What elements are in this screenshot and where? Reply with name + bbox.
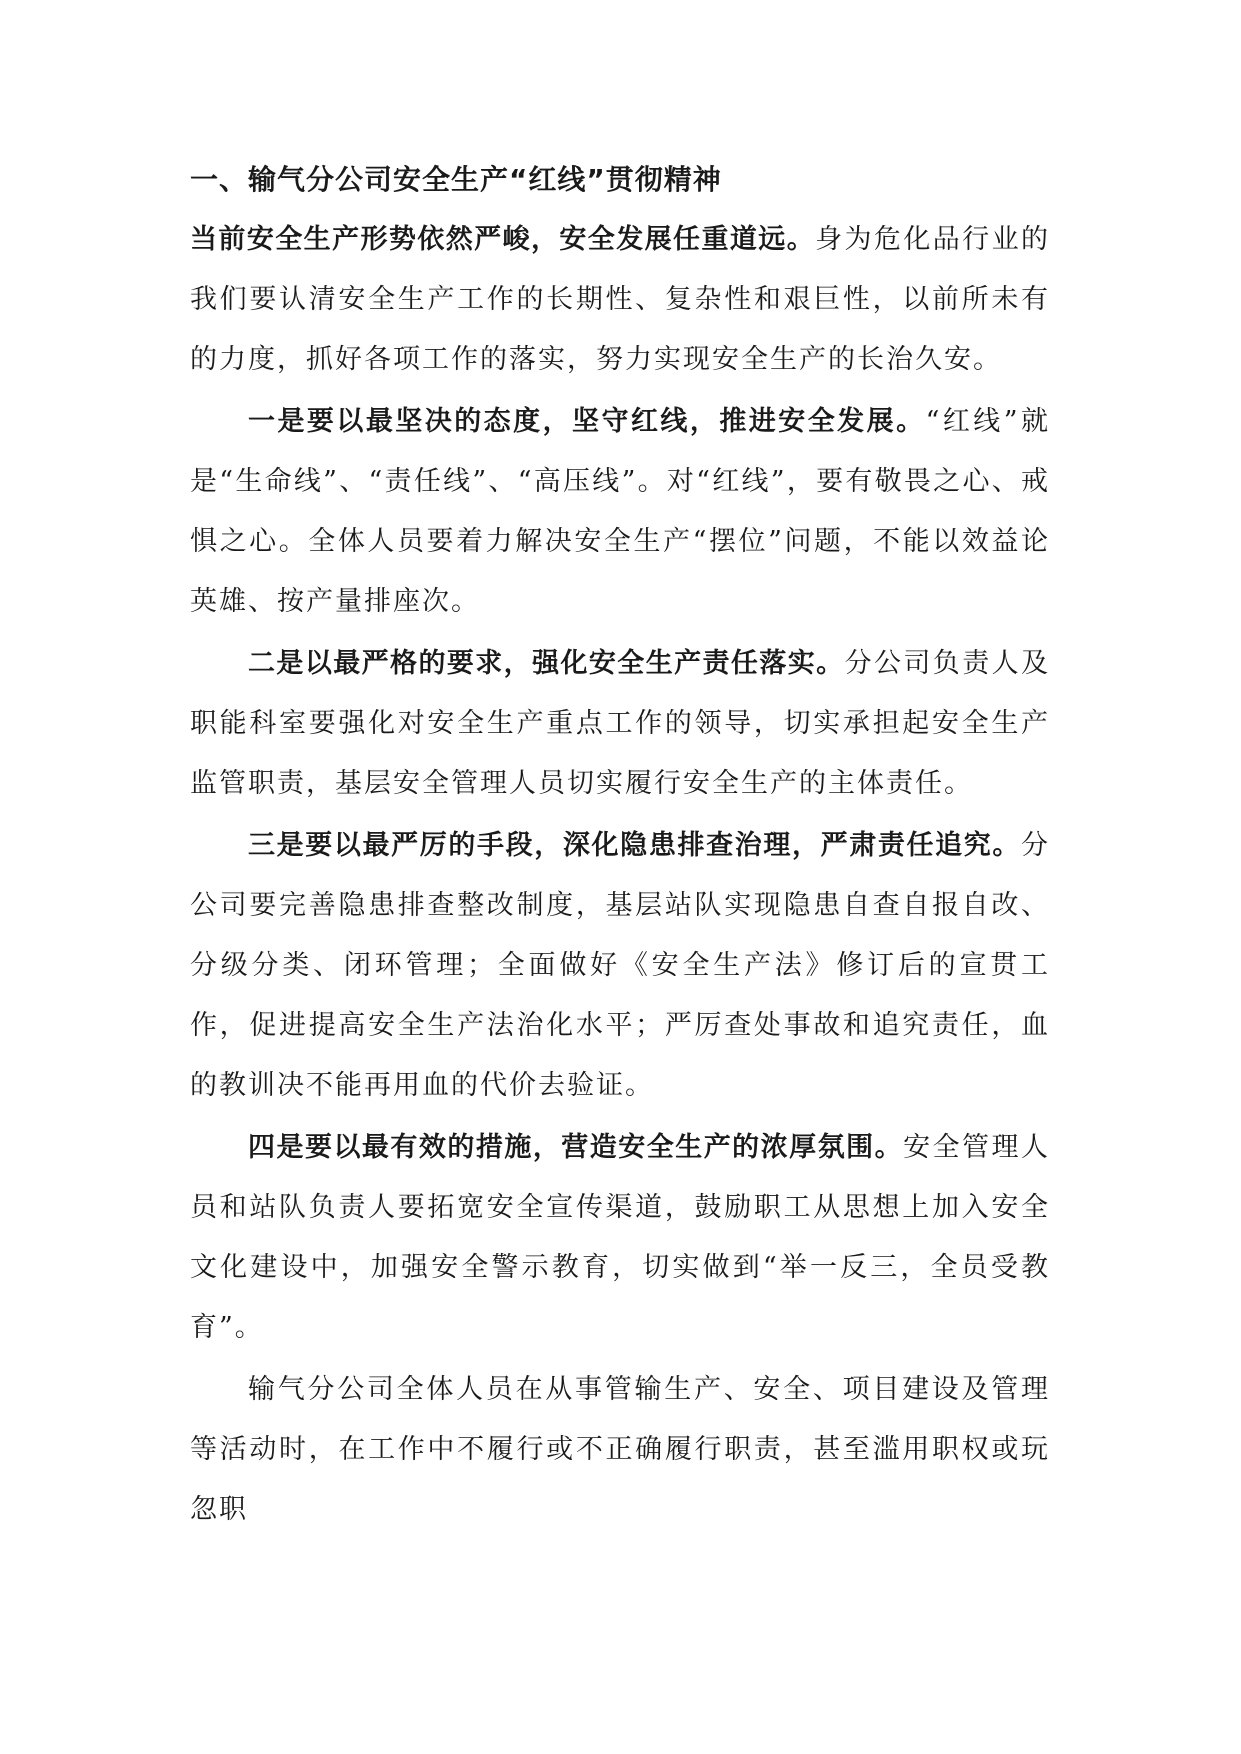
paragraph-closing bbox=[190, 1360, 1050, 1540]
paragraph-body: 身为危化品行业的我们要认清安全生产工作的长期性、复杂性和艰巨性，以前所未有的力度，抓好各项工作的落实，努力实现安全生产的长治久安。 bbox=[190, 224, 1051, 375]
paragraph-point-1 bbox=[190, 392, 1050, 632]
paragraph-body: 分公司要完善隐患排查整改制度，基层站队实现隐患自查自报自改、分级分类、闭环管理；全面做好《安全生产法》修订后的宣贯工作，促进提高安全生产法治化水平；严厉查处事故和追究责任，血的教训决不能再用血的代价去验证。 bbox=[190, 830, 1050, 1101]
paragraph-lead: 四是要以最有效的措施，营造安全生产的浓厚氛围。 bbox=[248, 1132, 904, 1163]
paragraph-intro bbox=[190, 210, 1050, 390]
paragraph-point-3 bbox=[190, 816, 1050, 1116]
paragraph-point-4 bbox=[190, 1118, 1050, 1358]
paragraph-lead: 当前安全生产形势依然严峻，安全发展任重道远。 bbox=[190, 224, 816, 255]
paragraph-body: 分公司负责人及职能科室要强化对安全生产重点工作的领导，切实承担起安全生产监管职责，基层安全管理人员切实履行安全生产的主体责任。 bbox=[190, 648, 1051, 799]
paragraph-body: “红线”就是“生命线”、“责任线”、“高压线”。对“红线”，要有敬畏之心、戒惧之心。全体人员要着力解决安全生产“摆位”问题，不能以效益论英雄、按产量排座次。 bbox=[190, 406, 1051, 617]
paragraph-body: 输气分公司全体人员在从事管输生产、安全、项目建设及管理等活动时，在工作中不履行或不正确履行职责，甚至滥用职权或玩忽职 bbox=[190, 1374, 1050, 1525]
paragraph-lead: 二是以最严格的要求，强化安全生产责任落实。 bbox=[248, 648, 845, 679]
document-page bbox=[190, 150, 1050, 1540]
paragraph-lead: 一是要以最坚决的态度，坚守红线，推进安全发展。 bbox=[248, 406, 926, 437]
paragraph-point-2 bbox=[190, 634, 1050, 814]
paragraph-body: 安全管理人员和站队负责人要拓宽安全宣传渠道，鼓励职工从思想上加入安全文化建设中，加强安全警示教育，切实做到“举一反三，全员受教育”。 bbox=[190, 1132, 1051, 1343]
section-heading: 一、输气分公司安全生产“红线”贯彻精神 bbox=[190, 163, 722, 196]
paragraph-lead: 三是要以最严厉的手段，深化隐患排查治理，严肃责任追究。 bbox=[248, 830, 1021, 861]
